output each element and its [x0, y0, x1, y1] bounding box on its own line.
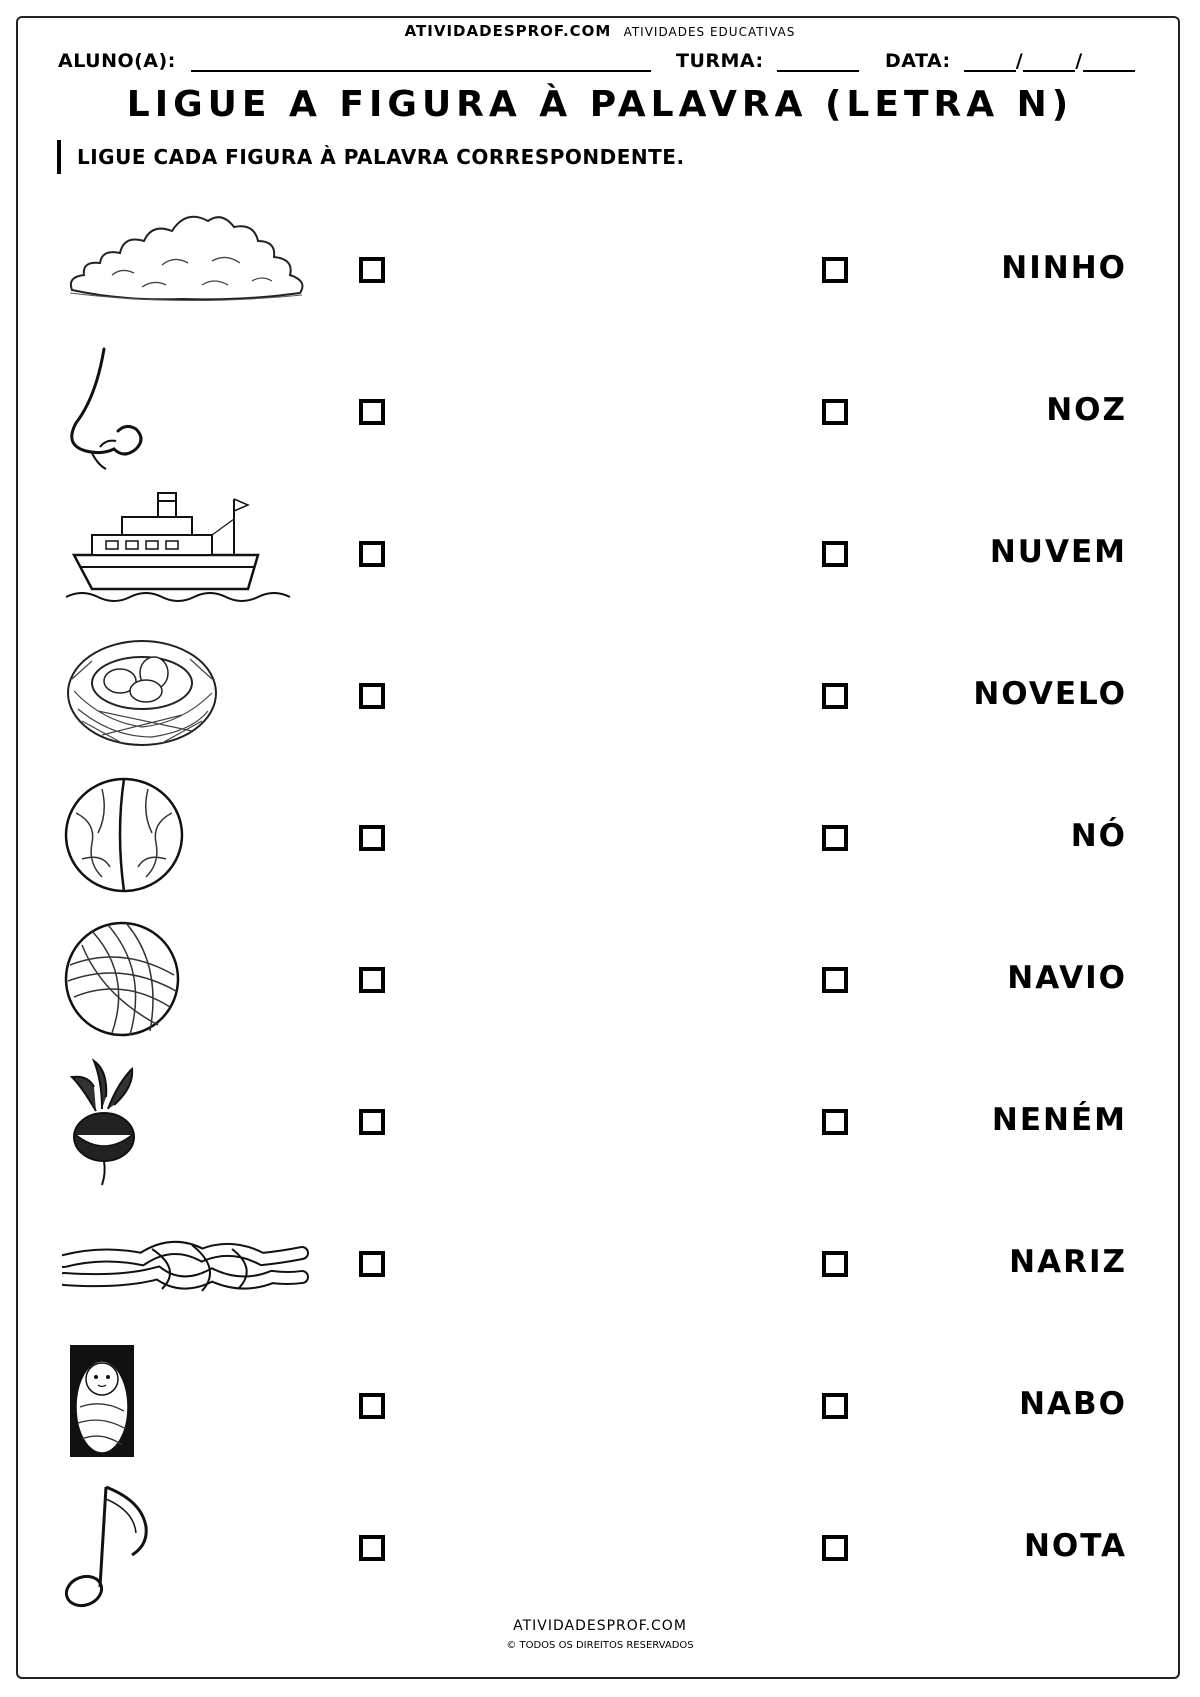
date-month-blank[interactable]: [1023, 50, 1075, 72]
class-blank[interactable]: [777, 50, 859, 72]
ship-icon: [62, 489, 312, 619]
student-name-blank[interactable]: [191, 50, 651, 72]
right-checkbox[interactable]: [822, 257, 848, 283]
student-label: ALUNO(A):: [58, 50, 176, 72]
baby-picture: [62, 1341, 312, 1471]
left-checkbox[interactable]: [359, 541, 385, 567]
ship-picture: [62, 489, 312, 619]
header-line: [0, 22, 1200, 40]
music-note-picture: [62, 1483, 312, 1613]
left-checkbox[interactable]: [359, 399, 385, 425]
date-separator: /: [1015, 50, 1024, 72]
word-label: NINHO: [1001, 250, 1127, 286]
word-label: NUVEM: [989, 534, 1127, 570]
music-note-icon: [62, 1483, 312, 1613]
left-checkbox[interactable]: [359, 1535, 385, 1561]
nose-icon: [62, 347, 312, 477]
header-tagline: ATIVIDADES EDUCATIVAS: [623, 25, 796, 39]
match-row: [0, 1478, 1200, 1618]
yarn-ball-picture: [62, 915, 312, 1045]
header-site: ATIVIDADESPROF.COM: [404, 22, 612, 40]
match-row: [0, 1052, 1200, 1192]
walnut-icon: [62, 773, 312, 903]
footer-site: ATIVIDADESPROF.COM: [513, 1618, 687, 1634]
walnut-picture: [62, 773, 312, 903]
class-field: [676, 50, 859, 72]
match-row: [0, 342, 1200, 482]
page-title: LIGUE A FIGURA À PALAVRA (LETRA N): [126, 84, 1074, 125]
yarn-ball-icon: [62, 915, 312, 1045]
word-label: NOVELO: [973, 676, 1127, 712]
date-field: [885, 50, 1135, 72]
nest-picture: [62, 631, 312, 761]
right-checkbox[interactable]: [822, 825, 848, 851]
word-label: NOTA: [1023, 1528, 1127, 1564]
left-checkbox[interactable]: [359, 967, 385, 993]
date-label: DATA:: [885, 50, 951, 72]
match-row: [0, 626, 1200, 766]
word-label: NARIZ: [1009, 1244, 1127, 1280]
student-field: [58, 50, 651, 72]
right-checkbox[interactable]: [822, 1109, 848, 1135]
turnip-picture: [62, 1057, 312, 1187]
student-fields: [58, 50, 1148, 76]
match-row: [0, 768, 1200, 908]
right-checkbox[interactable]: [822, 399, 848, 425]
match-row: [0, 1336, 1200, 1476]
nose-picture: [62, 347, 312, 477]
instruction: LIGUE CADA FIGURA À PALAVRA CORRESPONDENTE.: [57, 140, 685, 174]
class-label: TURMA:: [676, 50, 764, 72]
left-checkbox[interactable]: [359, 1109, 385, 1135]
match-row: [0, 910, 1200, 1050]
right-checkbox[interactable]: [822, 683, 848, 709]
knot-picture: [62, 1199, 312, 1329]
word-label: NENÉM: [991, 1102, 1127, 1138]
match-row: [0, 1194, 1200, 1334]
right-checkbox[interactable]: [822, 1393, 848, 1419]
word-label: NOZ: [1046, 392, 1127, 428]
date-day-blank[interactable]: [964, 50, 1016, 72]
right-checkbox[interactable]: [822, 541, 848, 567]
date-year-blank[interactable]: [1083, 50, 1135, 72]
word-label: NAVIO: [1007, 960, 1127, 996]
cloud-picture: [62, 205, 312, 335]
right-checkbox[interactable]: [822, 967, 848, 993]
match-row: [0, 200, 1200, 340]
baby-icon: [62, 1341, 312, 1471]
match-row: [0, 484, 1200, 624]
knot-icon: [62, 1199, 312, 1329]
left-checkbox[interactable]: [359, 1251, 385, 1277]
left-checkbox[interactable]: [359, 683, 385, 709]
word-label: NÓ: [1070, 818, 1127, 854]
right-checkbox[interactable]: [822, 1535, 848, 1561]
date-separator: /: [1075, 50, 1083, 72]
nest-icon: [62, 631, 312, 761]
turnip-icon: [62, 1057, 312, 1187]
left-checkbox[interactable]: [359, 825, 385, 851]
word-label: NABO: [1019, 1386, 1127, 1422]
left-checkbox[interactable]: [359, 257, 385, 283]
cloud-icon: [62, 205, 312, 335]
left-checkbox[interactable]: [359, 1393, 385, 1419]
footer-copyright: © TODOS OS DIREITOS RESERVADOS: [506, 1640, 694, 1651]
right-checkbox[interactable]: [822, 1251, 848, 1277]
